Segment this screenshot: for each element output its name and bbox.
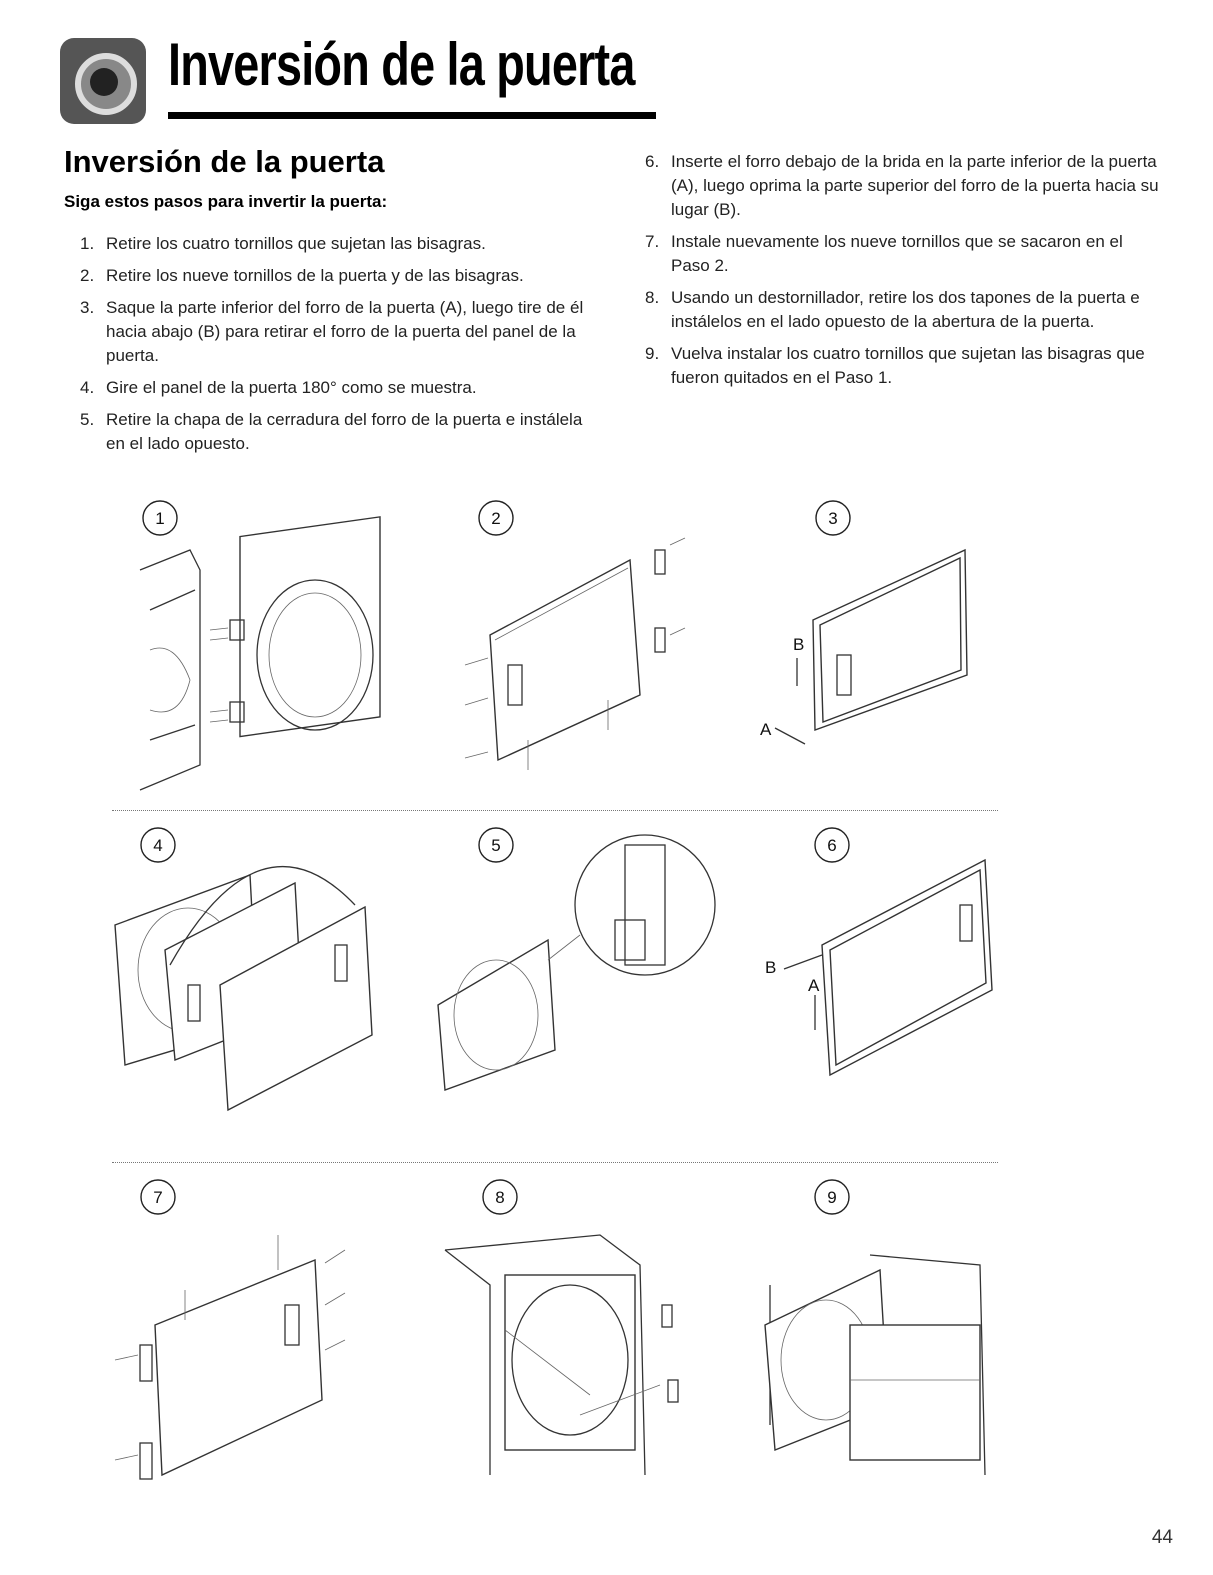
step-badge: [479, 501, 513, 535]
label-b: B: [793, 635, 805, 654]
svg-text:3: 3: [828, 509, 838, 528]
dryer-drum-icon: [60, 38, 146, 124]
figure-step-7: [100, 1175, 370, 1485]
figure-step-2: [460, 490, 710, 800]
step-item: 7. Instale nuevamente los nueve tornillos que se sacaron en el Paso 2.: [645, 232, 1123, 275]
figure-step-9: [750, 1175, 1000, 1485]
section-title: Inversión de la puerta: [64, 144, 385, 179]
label-a: A: [760, 720, 772, 739]
step-badge: [483, 1180, 517, 1214]
step-item: 3. Saque la parte inferior del forro de la puerta (A), luego tire de él hacia abajo (B) para retirar el forro de la puerta del panel de la puerta.: [80, 298, 584, 365]
page-number: 44: [1151, 1527, 1173, 1548]
step-item: 6. Inserte el forro debajo de la brida en la parte inferior de la puerta (A), luego oprima la parte superior del forro de la puerta hacia su lugar (B).: [645, 152, 1159, 219]
page-title: Inversión de la puerta: [168, 31, 635, 98]
svg-text:1: 1: [155, 509, 165, 528]
step-badge: [141, 828, 175, 862]
section-subtitle: Siga estos pasos para invertir la puerta:: [64, 192, 388, 211]
steps-list-right: [645, 150, 1165, 398]
step-item: 9. Vuelva instalar los cuatro tornillos que sujetan las bisagras que fueron quitados en el Paso 1.: [645, 344, 1145, 387]
step-item: 5. Retire la chapa de la cerradura del forro de la puerta e instálela en el lado opuesto.: [80, 410, 583, 453]
title-underline: [168, 112, 656, 119]
figure-step-1: [130, 490, 410, 800]
svg-text:7: 7: [153, 1188, 163, 1207]
step-badge: [143, 501, 177, 535]
step-item: 8. Usando un destornillador, retire los dos tapones de la puerta e instálelos en el lado opuesto de la abertura de la puerta.: [645, 288, 1140, 331]
svg-text:4: 4: [153, 836, 163, 855]
figure-step-6: [760, 825, 1000, 1105]
step-badge: [141, 1180, 175, 1214]
step-badge: [816, 501, 850, 535]
svg-text:9: 9: [827, 1188, 837, 1207]
step-item: 2. Retire los nueve tornillos de la puerta y de las bisagras.: [80, 266, 524, 285]
section-divider: [112, 1162, 998, 1163]
section-divider: [112, 810, 998, 811]
step-badge: [815, 1180, 849, 1214]
figure-step-4: [110, 825, 390, 1125]
svg-text:6: 6: [827, 836, 837, 855]
figure-step-3: [745, 490, 985, 800]
step-badge: [479, 828, 513, 862]
svg-text:8: 8: [495, 1188, 505, 1207]
label-b: B: [765, 958, 777, 977]
label-a: A: [808, 976, 820, 995]
figure-step-8: [430, 1175, 690, 1485]
step-badge: [815, 828, 849, 862]
step-item: 1. Retire los cuatro tornillos que sujetan las bisagras.: [80, 234, 486, 253]
svg-text:5: 5: [491, 836, 501, 855]
step-item: 4. Gire el panel de la puerta 180° como se muestra.: [80, 378, 477, 397]
figure-step-5: [420, 825, 730, 1095]
svg-text:2: 2: [491, 509, 501, 528]
steps-list-left: [80, 232, 600, 464]
